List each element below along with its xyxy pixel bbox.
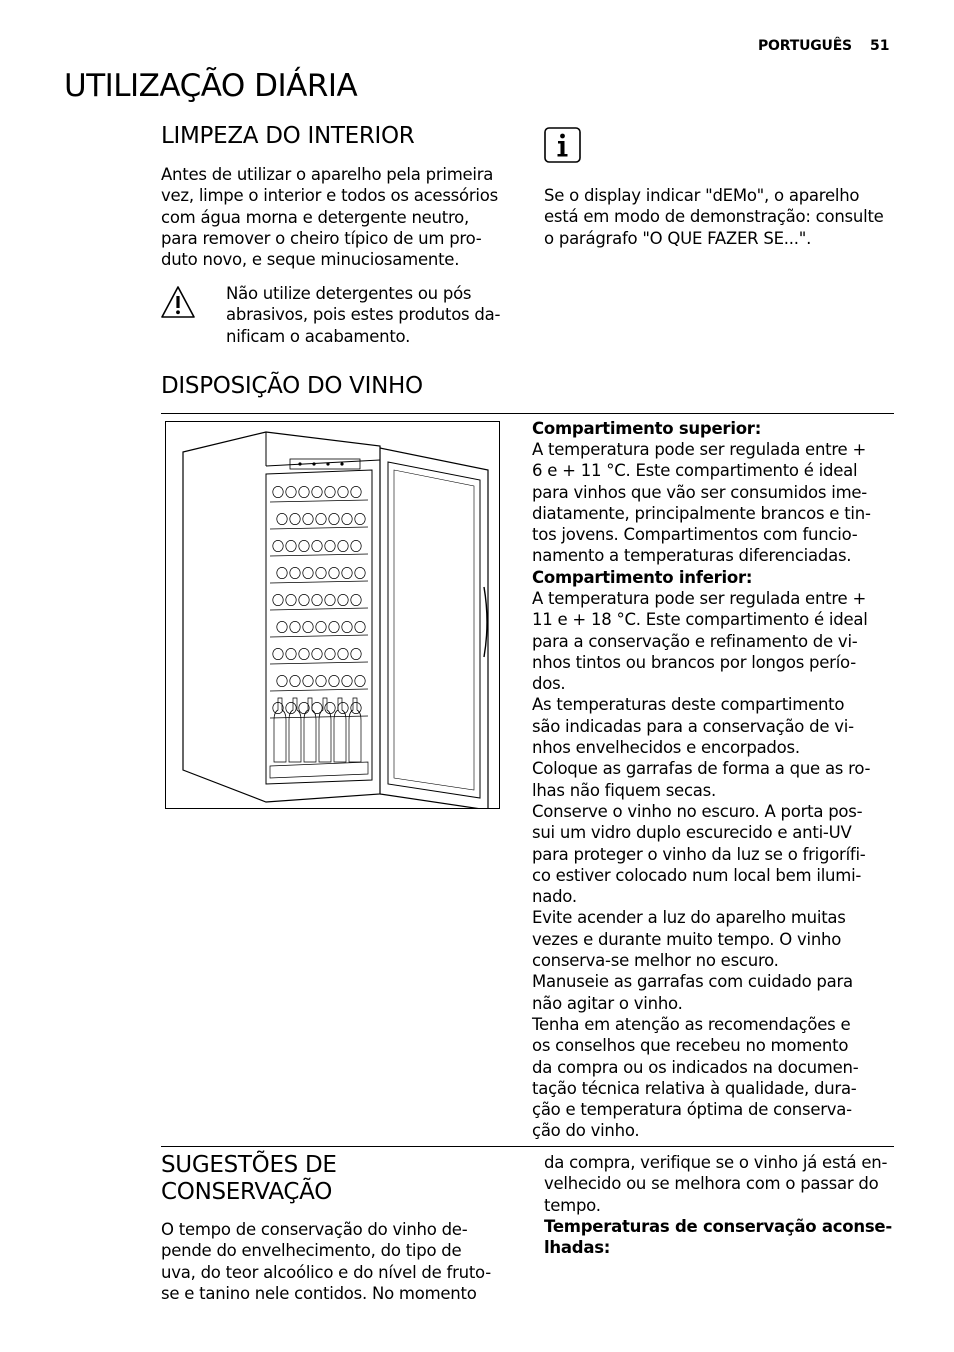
cleaning-warning-text: Não utilize detergentes ou pós abrasivos, pois estes produtos da- nificam o acabamento. xyxy=(226,284,501,346)
warning-triangle-icon xyxy=(160,284,196,320)
upper-compartment-title: Compartimento superior: xyxy=(532,419,762,438)
page-number: 51 xyxy=(870,38,890,54)
suggestions-text-left: O tempo de conservação do vinho de- pende do envelhecimento, do tipo de uva, do teor alcoólico e do nível de fruto- se e tanino nele contidos. No momento xyxy=(161,1220,491,1303)
recommended-temperatures-title: Temperaturas de conservação aconse- lhadas: xyxy=(544,1217,892,1258)
section-divider xyxy=(161,413,894,414)
header-language: PORTUGUÊS xyxy=(758,38,852,54)
suggestions-text-right: da compra, verifique se o vinho já está en- velhecido ou se melhora com o passar do tempo. xyxy=(544,1153,888,1215)
suggestions-heading: SUGESTÕES DE CONSERVAÇÃO xyxy=(161,1152,337,1205)
section-divider xyxy=(161,1146,894,1147)
upper-compartment-text: A temperatura pode ser regulada entre + 6 e + 11 °C. Este compartimento é ideal para vinhos que vão ser consumidos ime- diatamente, principalmente brancos e tin- tos jovens. Compartimentos com funcio- namento a temperaturas diferenciadas. xyxy=(532,440,871,566)
cleaning-heading: LIMPEZA DO INTERIOR xyxy=(161,123,415,149)
info-text: Se o display indicar "dEMo", o aparelho está em modo de demonstração: consulte o parágrafo "O QUE FAZER SE...". xyxy=(544,186,884,248)
cleaning-text: Antes de utilizar o aparelho pela primeira vez, limpe o interior e todos os acessórios com água morna e detergente neutro, para remover o cheiro típico de um pro- duto novo, e seque minuciosamente. xyxy=(161,165,498,270)
lower-compartment-text: A temperatura pode ser regulada entre + 11 e + 18 °C. Este compartimento é ideal para a conservação e refinamento de vi- nhos tintos ou brancos por longos perío- dos. As temperaturas deste compartimento são indicadas para a conservação de vi- nhos envelhecidos e encorpados. Coloque as garrafas de forma a que as ro- lhas não fiquem secas. Conserve o vinho no escuro. A porta pos- sui um vidro duplo escurecido e anti-UV para proteger o vinho da luz se o frigorífi- co estiver colocado num local bem ilumi- nado. Evite acender a luz do aparelho muitas vezes e durante muito tempo. O vinho conserva-se melhor no escuro. Manuseie as garrafas com cuidado para não agitar o vinho. Tenha em atenção as recomendações e os conselhos que recebeu no momento da compra ou os indicados na documen- tação técnica relativa à qualidade, dura- ção e temperatura óptima de conserva- ção do vinho. xyxy=(532,589,871,1141)
wine-heading: DISPOSIÇÃO DO VINHO xyxy=(161,373,423,399)
page-title: UTILIZAÇÃO DIÁRIA xyxy=(64,68,358,104)
wine-cabinet-illustration xyxy=(165,421,500,809)
info-icon xyxy=(544,127,581,163)
lower-compartment-title: Compartimento inferior: xyxy=(532,568,753,587)
